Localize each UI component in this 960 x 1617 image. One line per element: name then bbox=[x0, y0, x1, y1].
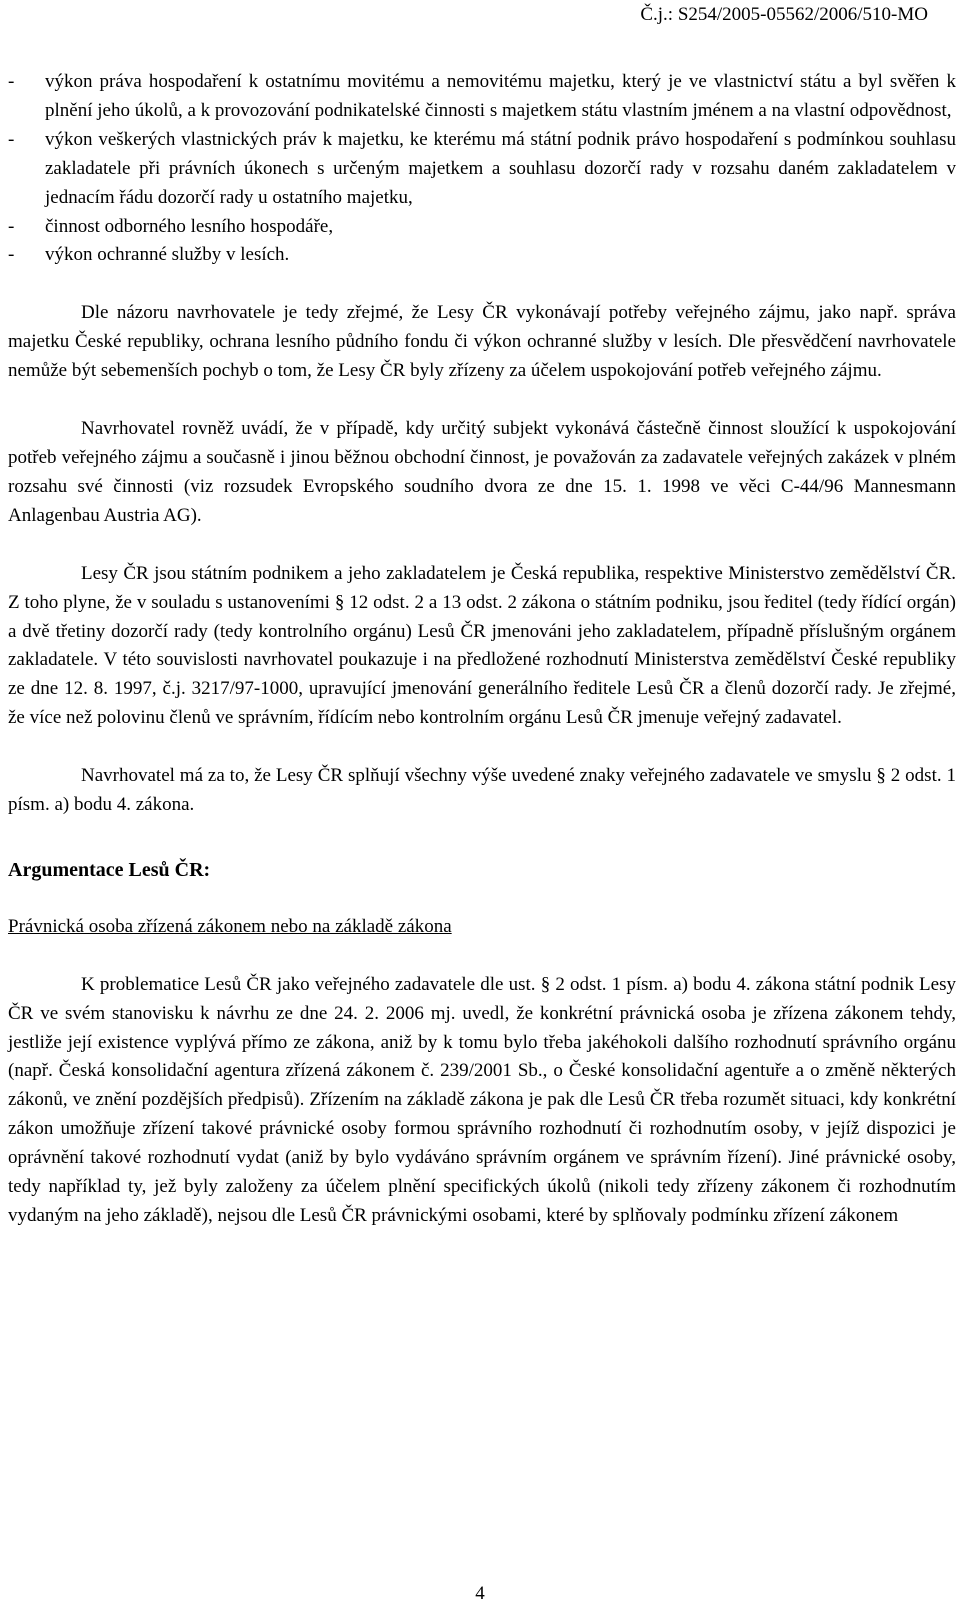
paragraph-public-interest: Dle názoru navrhovatele je tedy zřejmé, že Lesy ČR vykonávají potřeby veřejného zájmu, jako např. správa majetku České republiky, ochrana lesního půdního fondu či výkon ochranné služby v lesích. Dle přesvědčení navrhovatele nemůže být sebemenších pochyb o tom, že Lesy ČR byly zřízeny za účelem uspokojování potřeb veřejného zájmu. bbox=[8, 302, 956, 382]
section-heading: Argumentace Lesů ČR: bbox=[8, 858, 211, 881]
subsection-heading: Právnická osoba zřízená zákonem nebo na základě zákona bbox=[8, 915, 452, 937]
document-body bbox=[8, 68, 956, 1231]
page-number: 4 bbox=[475, 1583, 485, 1604]
list-item: - činnost odborného lesního hospodáře, bbox=[8, 213, 956, 242]
paragraph-state-enterprise: Lesy ČR jsou státním podnikem a jeho zakladatelem je Česká republika, respektive Ministerstvo zemědělství ČR. Z toho plyne, že v souladu s ustanoveními § 12 odst. 2 a 13 odst. 2 zákona o státním podniku, jsou ředitel (tedy řídící orgán) a dvě třetiny dozorčí rady (tedy kontrolního orgánu) Lesů ČR jmenováni jeho zakladatelem, případně příslušným orgánem zakladatele. V této souvislosti navrhovatel poukazuje i na předložené rozhodnutí Ministerstva zemědělství České republiky ze dne 12. 8. 1997, č.j. 3217/97-1000, upravující jmenování generálního ředitele Lesů ČR a členů dozorčí rady. Je zřejmé, že více než polovinu členů ve správním, řídícím nebo kontrolním orgánu Lesů ČR jmenuje veřejný zadavatel. bbox=[8, 562, 956, 729]
list-item: - výkon práva hospodaření k ostatnímu movitému a nemovitému majetku, který je ve vlastnictví státu a byl svěřen k plnění jeho úkolů, a k provozování podnikatelské činnosti s majetkem státu vlastním jménem a na vlastní odpovědnost, bbox=[8, 68, 956, 126]
case-reference-number: Č.j.: S254/2005-05562/2006/510-MO bbox=[640, 4, 928, 25]
list-dash: - bbox=[8, 71, 15, 92]
list-dash: - bbox=[8, 215, 15, 237]
activity-list bbox=[8, 68, 956, 270]
paragraph-legal-entity: K problematice Lesů ČR jako veřejného zadavatele dle ust. § 2 odst. 1 písm. a) bodu 4. zákona státní podnik Lesy ČR ve svém stanovisku k návrhu ze dne 24. 2. 2006 mj. uvedl, že konkrétní právnická osoba je zřízena zákonem tehdy, jestliže její existence vyplývá přímo ze zákona, aniž by k tomu bylo třeba jakéhokoli dalšího rozhodnutí správního orgánu (např. Česká konsolidační agentura zřízená zákonem č. 239/2001 Sb., o České konsolidační agentuře a o změně některých zákonů, ve znění pozdějších předpisů). Zřízením na základě zákona je pak dle Lesů ČR třeba rozumět situaci, kdy konkrétní zákon umožňuje zřízení takové právnické osoby formou správního rozhodnutí či rozhodnutím osoby, v jejíž dispozici je oprávnění takové rozhodnutí vydat (aniž by bylo vydáváno správním orgánem ve správním řízení). Jiné právnické osoby, tedy například ty, jež byly založeny za účelem plnění specifických úkolů (nikoli tedy zřízeny zákonem či rozhodnutím vydaným na jeho základě), nejsou dle Lesů ČR právnickými osobami, které by splňovaly podmínku zřízení zákonem bbox=[8, 973, 956, 1226]
list-dash: - bbox=[8, 244, 15, 266]
paragraph-partial-activity: Navrhovatel rovněž uvádí, že v případě, kdy určitý subjekt vykonává částečně činnost sloužící k uspokojování potřeb veřejného zájmu a současně i jinou běžnou obchodní činnost, je považován za zadavatele veřejných zakázek v plném rozsahu své činnosti (viz rozsudek Evropského soudního dvora ze dne 15. 1. 1998 ve věci C-44/96 Mannesmann Anlagenbau Austria AG). bbox=[8, 418, 956, 526]
list-dash: - bbox=[8, 128, 15, 150]
list-item: - výkon veškerých vlastnických práv k majetku, ke kterému má státní podnik právo hospodaření s podmínkou souhlasu zakladatele při právních úkonech s určeným majetkem a souhlasu dozorčí rady v rozsahu daném zakladatelem v jednacím řádu dozorčí rady u ostatního majetku, bbox=[8, 126, 956, 213]
paragraph-conclusion: Navrhovatel má za to, že Lesy ČR splňují všechny výše uvedené znaky veřejného zadavatele ve smyslu § 2 odst. 1 písm. a) bodu 4. zákona. bbox=[8, 765, 956, 816]
list-item: - výkon ochranné služby v lesích. bbox=[8, 241, 956, 270]
